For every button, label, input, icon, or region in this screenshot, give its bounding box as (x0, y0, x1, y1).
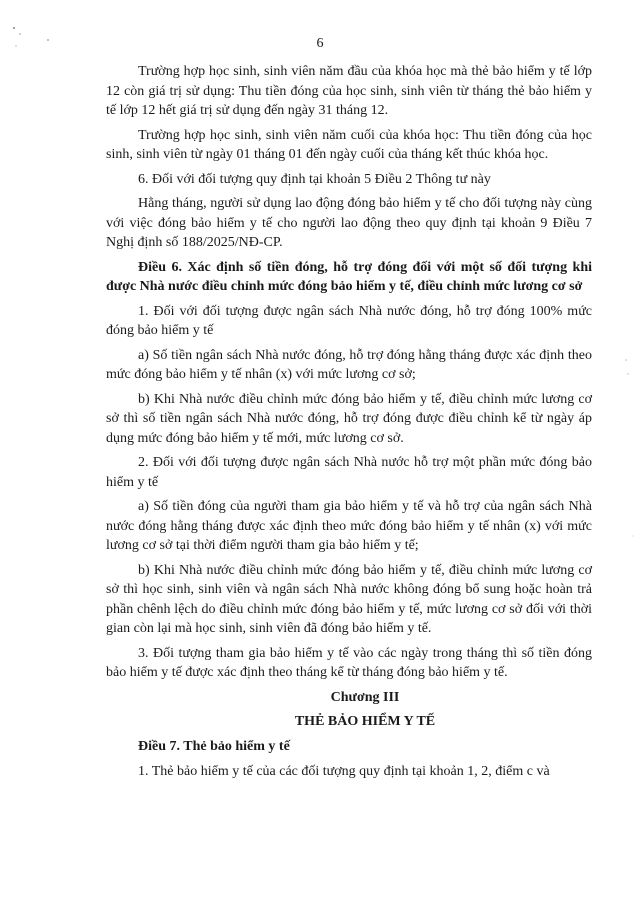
paragraph: Trường hợp học sinh, sinh viên năm cuối của khóa học: Thu tiền đóng của học sinh, sinh viên từ ngày 01 tháng 01 đến ngày cuối của tháng kết thúc khóa học. (106, 127, 592, 162)
paragraph: 1. Thẻ bảo hiểm y tế của các đối tượng quy định tại khoản 1, 2, điểm c và (138, 764, 550, 779)
paragraph: b) Khi Nhà nước điều chỉnh mức đóng bảo hiểm y tế, điều chỉnh mức lương cơ sở thì học sinh, sinh viên và ngân sách Nhà nước không đóng bổ sung hoặc hoàn trả phần chênh lệch do điều chỉnh mức đóng bảo hiểm y tế, mức lương cơ sở đối với thời gian còn lại mà học sinh, sinh viên đã đóng bảo hiểm y tế. (106, 562, 592, 636)
paragraph: b) Khi Nhà nước điều chỉnh mức đóng bảo hiểm y tế, điều chỉnh mức lương cơ sở thì số tiền ngân sách Nhà nước đóng, hỗ trợ đóng được điều chỉnh kể từ ngày áp dụng mức đóng bảo hiểm y tế mới, mức lương cơ sở. (106, 391, 592, 446)
paragraph: a) Số tiền ngân sách Nhà nước đóng, hỗ trợ đóng hằng tháng được xác định theo mức đóng bảo hiểm y tế nhân (x) với mức lương cơ sở; (106, 347, 592, 382)
chapter-title: THẺ BẢO HIỂM Y TẾ (294, 714, 436, 729)
paragraph: Hằng tháng, người sử dụng lao động đóng bảo hiểm y tế cho đối tượng này cùng với việc đóng bảo hiểm y tế cho người lao động theo quy định tại khoản 9 Điều 7 Nghị định số 188/2025/NĐ-CP. (106, 196, 592, 250)
document-body (106, 62, 592, 787)
paragraph: a) Số tiền đóng của người tham gia bảo hiểm y tế và hỗ trợ của ngân sách Nhà nước đóng hằng tháng được xác định theo mức đóng bảo hiểm y tế nhân (x) với mức lương cơ sở tại thời điểm người tham gia bảo hiểm y tế; (106, 499, 592, 553)
page-number: 6 (316, 36, 324, 51)
article-6-title: Điều 6. Xác định số tiền đóng, hỗ trợ đóng đối với một số đối tượng khi được Nhà nước điều chỉnh mức đóng bảo hiểm y tế, điều chỉnh mức lương cơ sở (106, 259, 592, 294)
paragraph: 2. Đối với đối tượng được ngân sách Nhà nước hỗ trợ một phần mức đóng bảo hiểm y tế (106, 455, 592, 490)
paragraph: 6. Đối với đối tượng quy định tại khoản 5 Điều 2 Thông tư này (138, 171, 491, 187)
chapter-label: Chương III (330, 689, 400, 705)
paragraph: Trường hợp học sinh, sinh viên năm đầu của khóa học mà thẻ bảo hiểm y tế lớp 12 còn giá trị sử dụng: Thu tiền đóng của học sinh, sinh viên từ tháng thẻ bảo hiểm y tế lớp 12 hết giá trị sử dụng đến ngày 31 tháng 12. (106, 64, 592, 118)
paragraph: 1. Đối với đối tượng được ngân sách Nhà nước đóng, hỗ trợ đóng 100% mức đóng bảo hiểm y tế (106, 303, 592, 338)
article-7-title: Điều 7. Thẻ bảo hiểm y tế (138, 738, 290, 754)
paragraph: 3. Đối tượng tham gia bảo hiểm y tế vào các ngày trong tháng thì số tiền đóng bảo hiểm y tế được xác định theo tháng kể từ tháng đóng bảo hiểm y tế. (106, 645, 592, 680)
